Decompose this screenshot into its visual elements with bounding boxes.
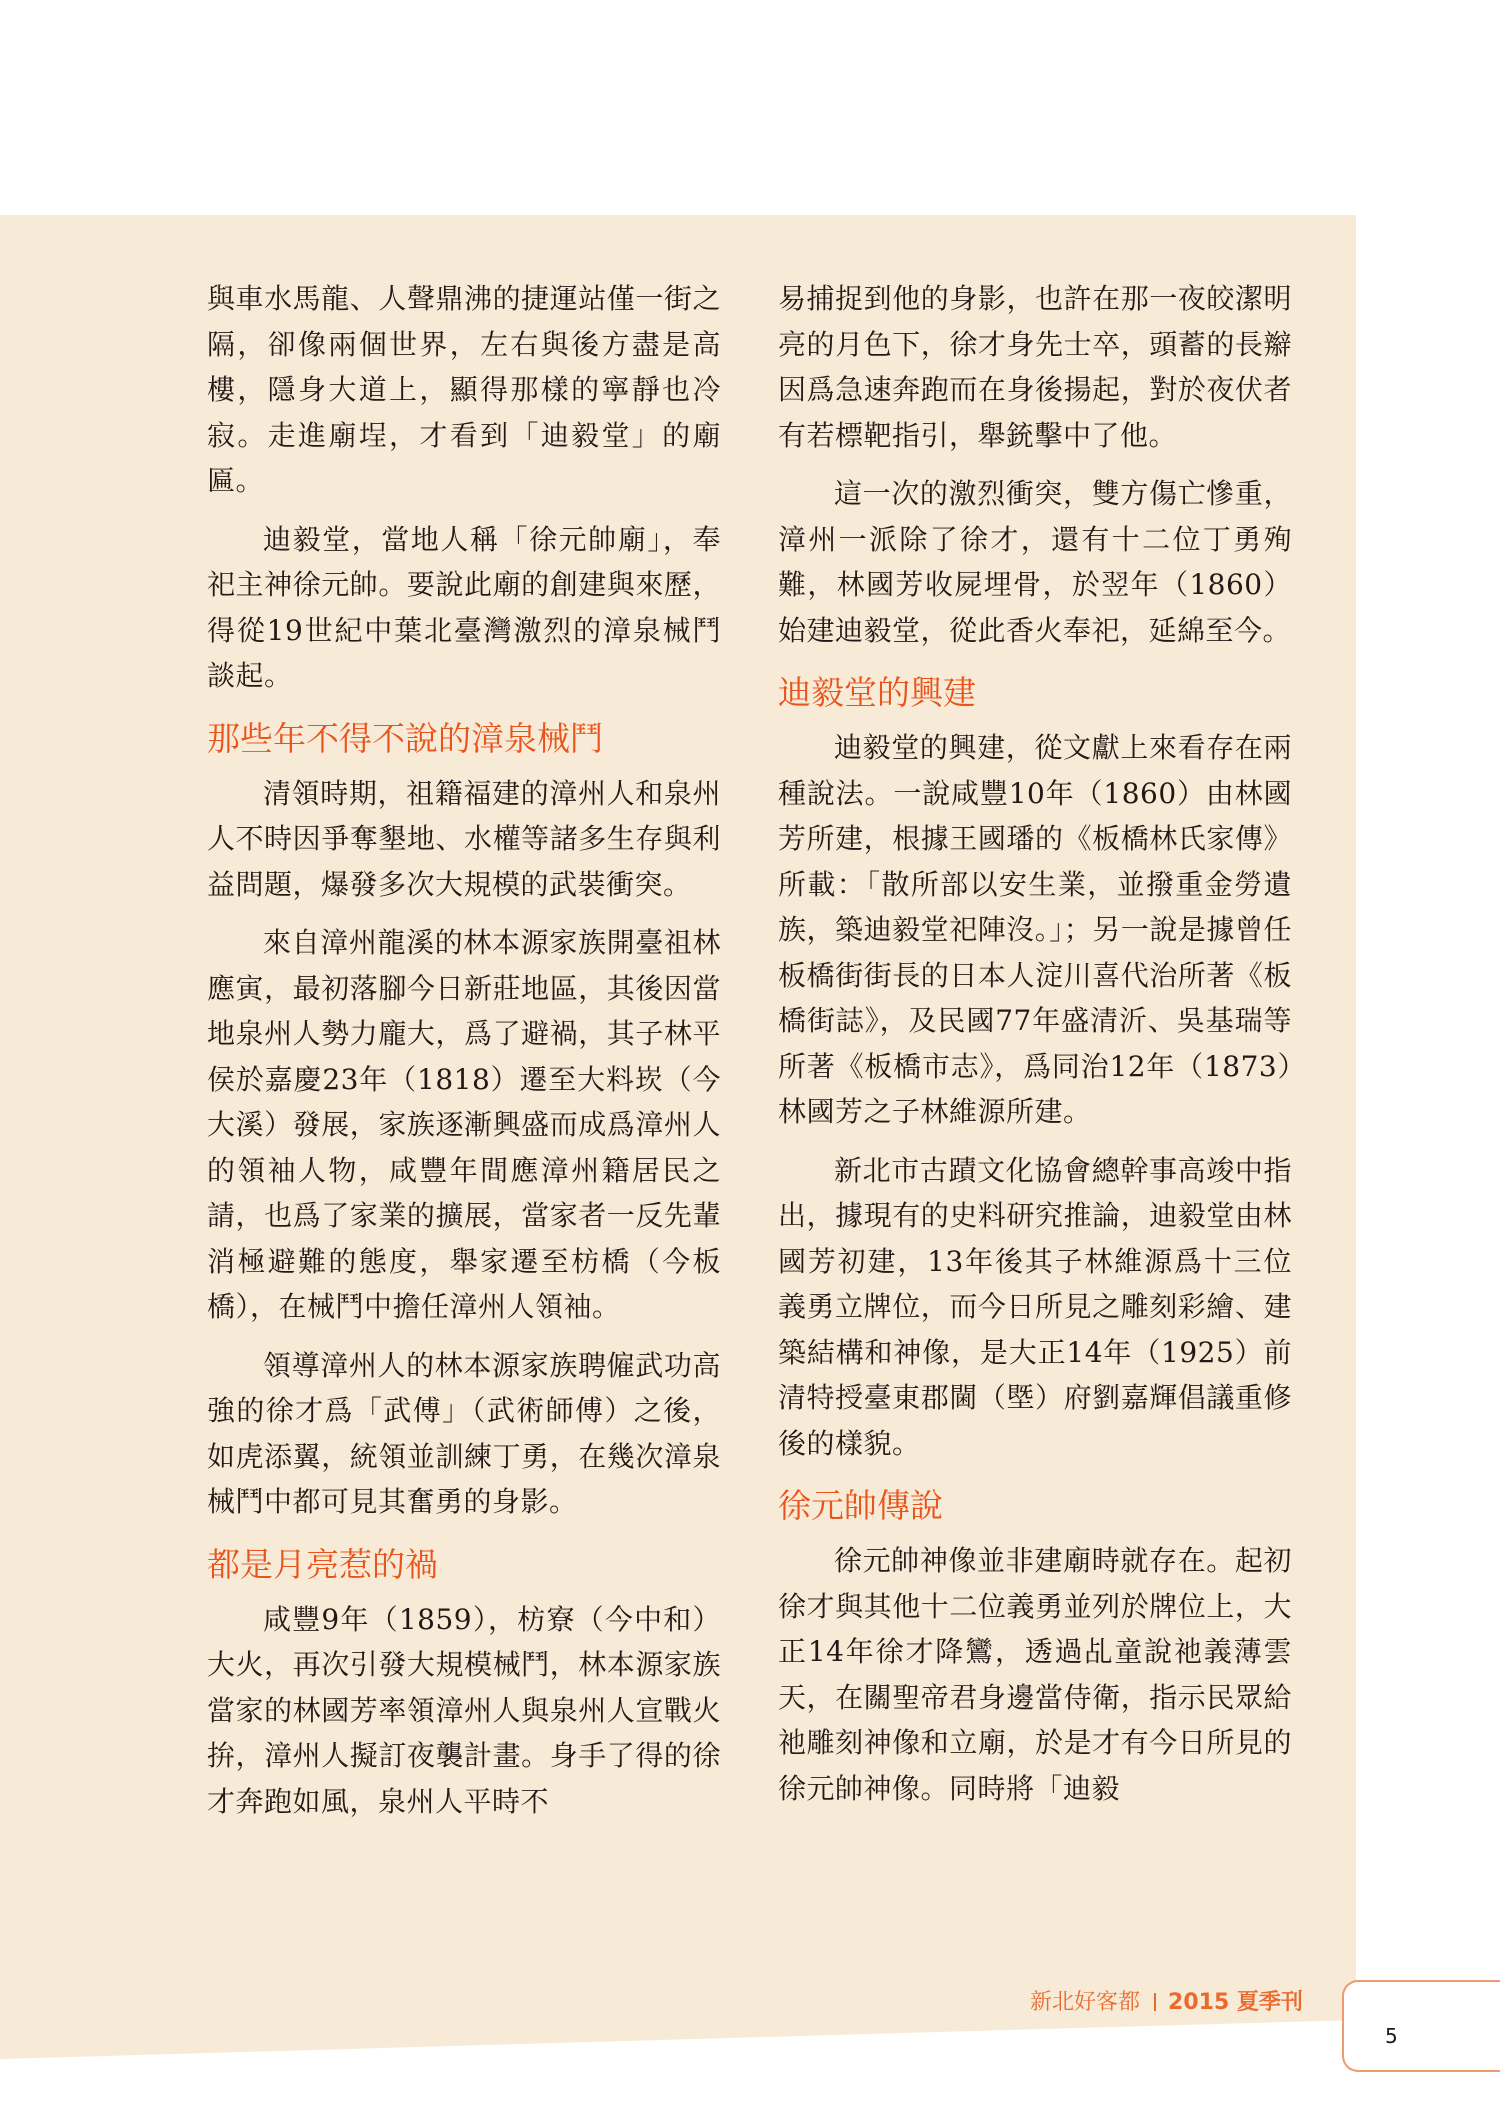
page-number: 5 [1385,2024,1398,2048]
section-heading-legend: 徐元帥傳說 [778,1486,943,1525]
feud-paragraph-2: 來自漳州龍溪的林本源家族開臺祖林應寅，最初落腳今日新莊地區，其後因當地泉州人勢力龐大，爲了避禍，其子林平侯於嘉慶23年（1818）遷至大料崁（今大溪）發展，家族逐漸興盛而成爲漳州人的領袖人物，咸豐年間應漳州籍居民之請，也爲了家業的擴展，當家者一反先輩消極避難的態度，舉家遷至枋橋（今板橋），在械鬥中擔任漳州人領袖。 [207,926,721,1323]
magazine-issue: 2015 夏季刊 [1168,1990,1303,2015]
feud-paragraph-3: 領導漳州人的林本源家族聘僱武功高強的徐才爲「武傅」（武術師傅）之後，如虎添翼，統領並訓練丁勇，在幾次漳泉械鬥中都可見其奮勇的身影。 [207,1348,721,1518]
right-column [778,276,1292,1824]
intro-paragraph-1: 與車水馬龍、人聲鼎沸的捷運站僅一街之隔，卻像兩個世界，左右與後方盡是高樓，隱身大道上，顯得那樣的寧靜也冷寂。走進廟埕，才看到「迪毅堂」的廟匾。 [207,282,721,497]
footer-divider [1154,1993,1156,2011]
section-heading-feud: 那些年不得不說的漳泉械鬥 [207,718,603,758]
moon-paragraph-1: 咸豐9年（1859），枋寮（今中和）大火，再次引發大規模械鬥，林本源家族當家的林國芳率領漳州人與泉州人宣戰火拚，漳州人擬訂夜襲計畫。身手了得的徐才奔跑如風，泉州人平時不 [207,1602,721,1818]
magazine-name: 新北好客都 [1030,1990,1141,2015]
construction-paragraph-2: 新北市古蹟文化協會總幹事高竣中指出，據現有的史料研究推論，迪毅堂由林國芳初建，13年後其子林維源爲十三位義勇立牌位，而今日所見之雕刻彩繪、建築結構和神像，是大正14年（1925）前清特授臺東郡閫（塈）府劉嘉輝倡議重修後的樣貌。 [778,1153,1292,1460]
continued-paragraph-2: 這一次的激烈衝突，雙方傷亡慘重，漳州一派除了徐才，還有十二位丁勇殉難，林國芳收屍埋骨，於翌年（1860）始建迪毅堂，從此香火奉祀，延綿至今。 [778,477,1292,647]
section-heading-moon: 都是月亮惹的禍 [207,1544,438,1584]
intro-paragraph-2: 迪毅堂，當地人稱「徐元帥廟」，奉祀主神徐元帥。要說此廟的創建與來歷，得從19世紀中葉北臺灣激烈的漳泉械鬥談起。 [207,522,721,692]
legend-paragraph-1: 徐元帥神像並非建廟時就存在。起初徐才與其他十二位義勇並列於牌位上，大正14年徐才降鸞，透過乩童說祂義薄雲天，在關聖帝君身邊當侍衛，指示民眾給祂雕刻神像和立廟，於是才有今日所見的徐元帥神像。同時將「迪毅 [778,1544,1292,1805]
page-number-tab [1342,1980,1500,2072]
feud-paragraph-1: 清領時期，祖籍福建的漳州人和泉州人不時因爭奪墾地、水權等諸多生存與利益問題，爆發多次大規模的武裝衝突。 [207,776,721,901]
magazine-footer [1030,1985,1303,2016]
left-column [207,276,721,1837]
construction-paragraph-1: 迪毅堂的興建，從文獻上來看存在兩種說法。一說咸豐10年（1860）由林國芳所建，根據王國璠的《板橋林氏家傳》所載：「散所部以安生業，並撥重金勞遺族，築迪毅堂祀陣沒。」；另一說是據曾任板橋街街長的日本人淀川喜代治所著《板橋街誌》，及民國77年盛清沂、吳基瑞等所著《板橋市志》，爲同治12年（1873）林國芳之子林維源所建。 [778,731,1292,1128]
section-heading-construction: 迪毅堂的興建 [778,673,976,712]
continued-paragraph-1: 易捕捉到他的身影，也許在那一夜皎潔明亮的月色下，徐才身先士卒，頭蓄的長辮因爲急速奔跑而在身後揚起，對於夜伏者有若標靶指引，舉銃擊中了他。 [778,282,1292,452]
